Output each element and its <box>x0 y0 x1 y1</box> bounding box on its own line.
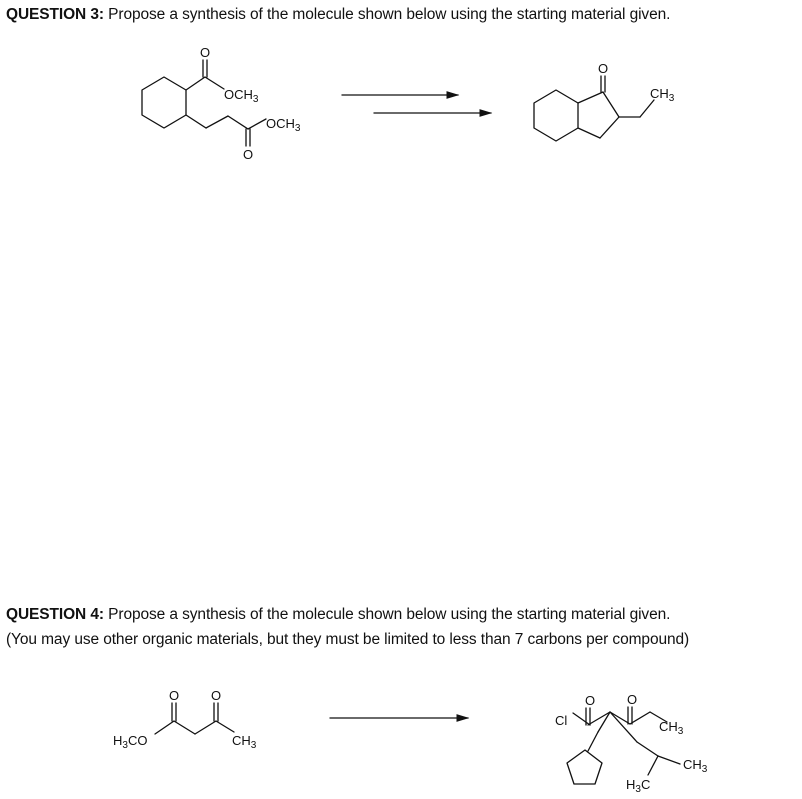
q3-product <box>534 61 675 141</box>
q3-product-ch3: $CH_3$ <box>650 86 675 104</box>
q4-product-carbonyl-o-2: O <box>626 692 638 707</box>
question-3-label: QUESTION 3: <box>6 6 104 23</box>
q3-sm-ester-och3-2: $OCH_3$ <box>266 116 301 134</box>
q4-starting-material <box>113 688 257 751</box>
question-3-text: Propose a synthesis of the molecule shown below using the starting material given. <box>103 6 671 23</box>
q4-product <box>555 692 708 795</box>
q3-starting-material <box>142 45 301 162</box>
q4-product-carbonyl-o-1: O <box>584 693 596 708</box>
q4-sm-carbonyl-o-1: O <box>168 688 180 703</box>
q3-product-cyclohexane-ring <box>534 90 578 141</box>
q3-sm-carbonyl-o-bottom: O <box>242 147 254 162</box>
q3-sm-ester-och3-1: $OCH_3$ <box>224 87 259 105</box>
question-4-text: Propose a synthesis of the molecule shown below using the starting material given. <box>103 606 671 623</box>
q3-sm-carbonyl-o-top: O <box>199 45 211 60</box>
q4-product-cyclopentane-ring <box>567 750 602 784</box>
question-4-label: QUESTION 4: <box>6 606 104 623</box>
q3-sm-cyclohexane-ring <box>142 77 186 128</box>
q4-sm-ch3: $CH_3$ <box>232 733 257 751</box>
q4-product-ch3-b: $CH_3$ <box>683 757 708 775</box>
question-4-note: (You may use other organic materials, but they must be limited to less than 7 carbons per compound) <box>6 631 690 648</box>
q4-product-ch3-a: $CH_3$ <box>659 719 684 737</box>
q4-sm-h3co: $H_3CO$ <box>113 733 148 751</box>
q4-product-h3c: $H_3C$ <box>626 777 651 795</box>
q4-product-cl: Cl <box>555 713 568 728</box>
q3-product-carbonyl-o: O <box>597 61 609 76</box>
q4-sm-carbonyl-o-2: O <box>210 688 222 703</box>
